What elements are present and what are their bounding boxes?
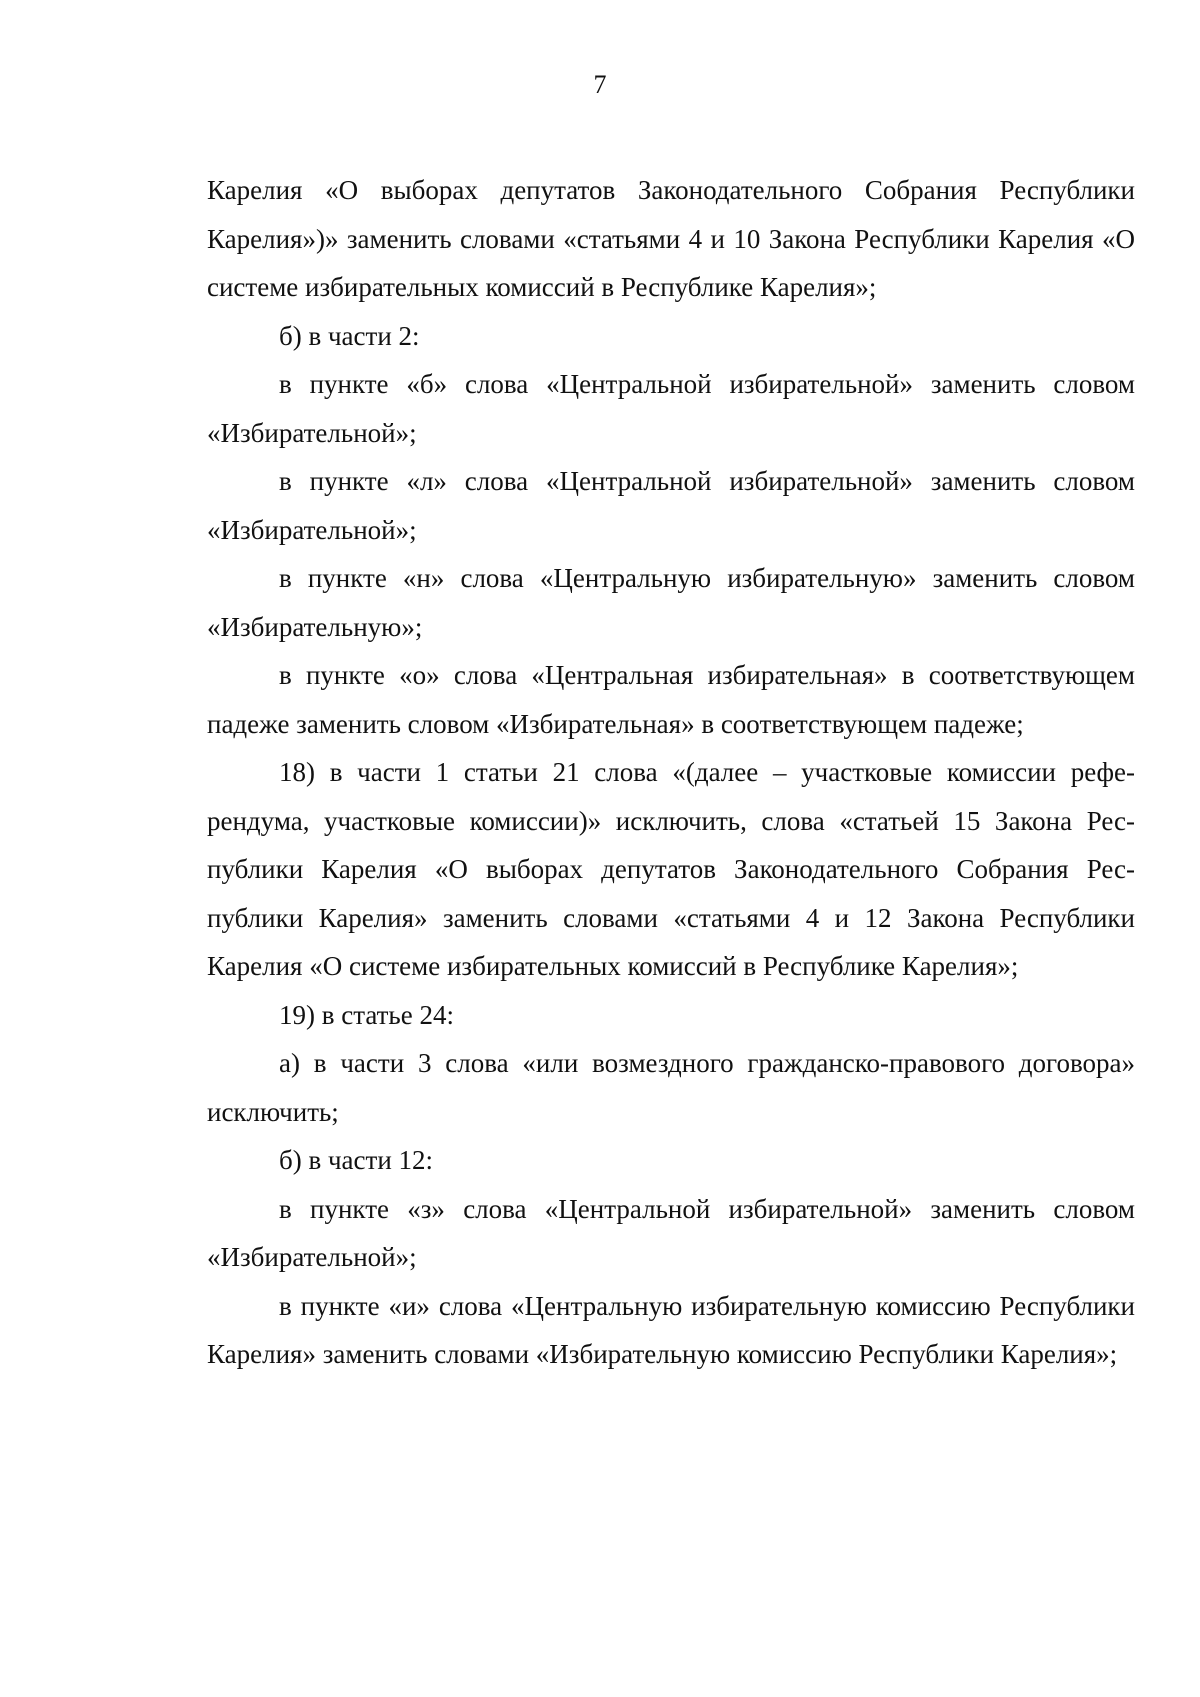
paragraph-part-12: б) в части 12: [279,1145,434,1175]
paragraph-item-l: в пункте «л» слова «Центральной избирательной» заменить словом «Избирательной»; [207,466,1135,545]
paragraph-item-b: в пункте «б» слова «Центральной избирательной» заменить словом «Избирательной»; [207,369,1135,448]
paragraph-item-n: в пункте «н» слова «Центральную избирательную» заменить словом «Избирательную»; [207,563,1135,642]
document-body [207,166,1135,1379]
paragraph-part-2: б) в части 2: [279,320,420,351]
paragraph-point-19: 19) в статье 24: [279,999,454,1030]
paragraph-continuation: Карелия «О выборах депутатов Законодательного Собрания Республики Карелия»)» заменить словами «статьями 4 и 10 Закона Республики Карелия «О системе избирательных комиссий в Республике Карелия»; [207,175,1135,302]
paragraph-item-i: в пункте «и» слова «Центральную избирательную комиссию Республики Карелия» заменить словами «Избирательную комиссию Республики Карелия»; [207,1290,1135,1369]
paragraph-item-z: в пункте «з» слова «Центральной избирательной» заменить словом «Избирательной»; [207,1193,1135,1272]
paragraph-part-3: а) в части 3 слова «или возмездного гражданско-правового договора» исключить; [207,1048,1135,1127]
paragraph-point-18: 18) в части 1 статьи 21 слова «(далее – участковые комиссии референдума, участковые комиссии)» исключить, слова «статьей 15 Закона Республики Карелия «О выборах депутатов Законодательного Собрания Республики Карелия» заменить словами «статьями 4 и 12 Закона Республики Карелия «О системе избирательных комиссий в Республике Карелия»; [207,757,1135,981]
paragraph-item-o: в пункте «о» слова «Центральная избирательная» в соответствующем падеже заменить словом «Избирательная» в соответствующем падеже; [207,660,1135,739]
page-number: 7 [593,70,607,99]
